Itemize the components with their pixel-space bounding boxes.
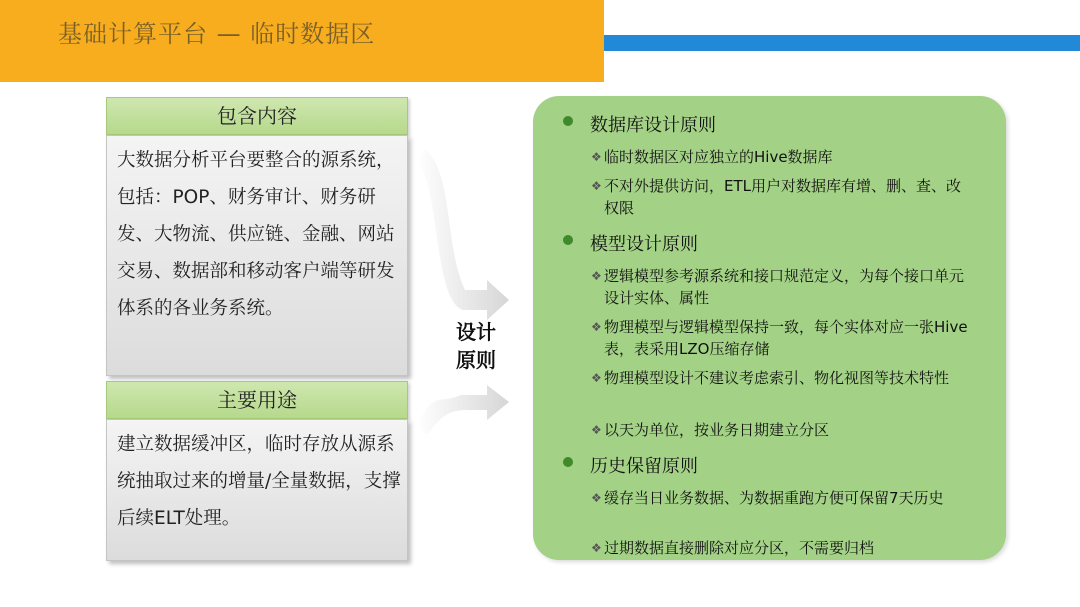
diamond-bullet-icon: ❖ [591, 491, 602, 505]
usage-heading: 主要用途 [106, 381, 408, 419]
design-principles-label [446, 318, 506, 374]
header-accent-strip [604, 35, 1080, 51]
lower-arrow [417, 385, 509, 435]
bullet-item [591, 316, 971, 360]
bullet-item [591, 367, 971, 389]
content-heading: 包含内容 [106, 97, 408, 135]
bullet-item [591, 265, 971, 309]
diamond-bullet-icon: ❖ [591, 269, 602, 283]
bullet-dot-icon [563, 235, 573, 245]
title-bar [0, 0, 604, 82]
content-box: 大数据分析平台要整合的源系统，包括：POP、财务审计、财务研发、大物流、供应链、金融、网站交易、数据部和移动客户端等研发体系的各业务系统。 [106, 135, 408, 376]
diamond-bullet-icon: ❖ [591, 371, 602, 385]
principles-panel [533, 96, 1006, 560]
bullet-text: 缓存当日业务数据、为数据重跑方便可保留7天历史 [604, 489, 944, 507]
bullet-text: 物理模型与逻辑模型保持一致，每个实体对应一张Hive表，表采用LZO压缩存储 [604, 318, 968, 358]
diamond-bullet-icon: ❖ [591, 423, 602, 437]
bullet-dot-icon [563, 457, 573, 467]
bullet-text: 以天为单位，按业务日期建立分区 [604, 421, 830, 439]
page-title: 基础计算平台 — 临时数据区 [58, 20, 376, 48]
diamond-bullet-icon: ❖ [591, 541, 602, 555]
bullet-item [591, 146, 971, 168]
design-label-line1: 设计 [456, 320, 496, 344]
arrows-graphic [405, 140, 515, 440]
bullet-text: 逻辑模型参考源系统和接口规范定义，为每个接口单元设计实体、属性 [604, 267, 965, 307]
bullet-item [591, 537, 971, 559]
design-label-line2: 原则 [456, 348, 496, 372]
diamond-bullet-icon: ❖ [591, 179, 602, 193]
bullet-item [591, 487, 971, 509]
section-title: 数据库设计原则 [590, 115, 716, 136]
bullet-text: 过期数据直接删除对应分区，不需要归档 [604, 539, 875, 557]
bullet-text: 不对外提供访问，ETL用户对数据库有增、删、查、改权限 [604, 177, 961, 217]
section-title: 模型设计原则 [590, 234, 698, 255]
upper-arrow [417, 150, 509, 320]
bullet-text: 临时数据区对应独立的Hive数据库 [604, 148, 833, 166]
bullet-item [591, 175, 971, 219]
diamond-bullet-icon: ❖ [591, 320, 602, 334]
diamond-bullet-icon: ❖ [591, 150, 602, 164]
section-title: 历史保留原则 [590, 456, 698, 477]
usage-box: 建立数据缓冲区，临时存放从源系统抽取过来的增量/全量数据，支撑后续ELT处理。 [106, 419, 408, 561]
bullet-dot-icon [563, 116, 573, 126]
bullet-text: 物理模型设计不建议考虑索引、物化视图等技术特性 [604, 369, 950, 387]
bullet-item [591, 419, 971, 441]
